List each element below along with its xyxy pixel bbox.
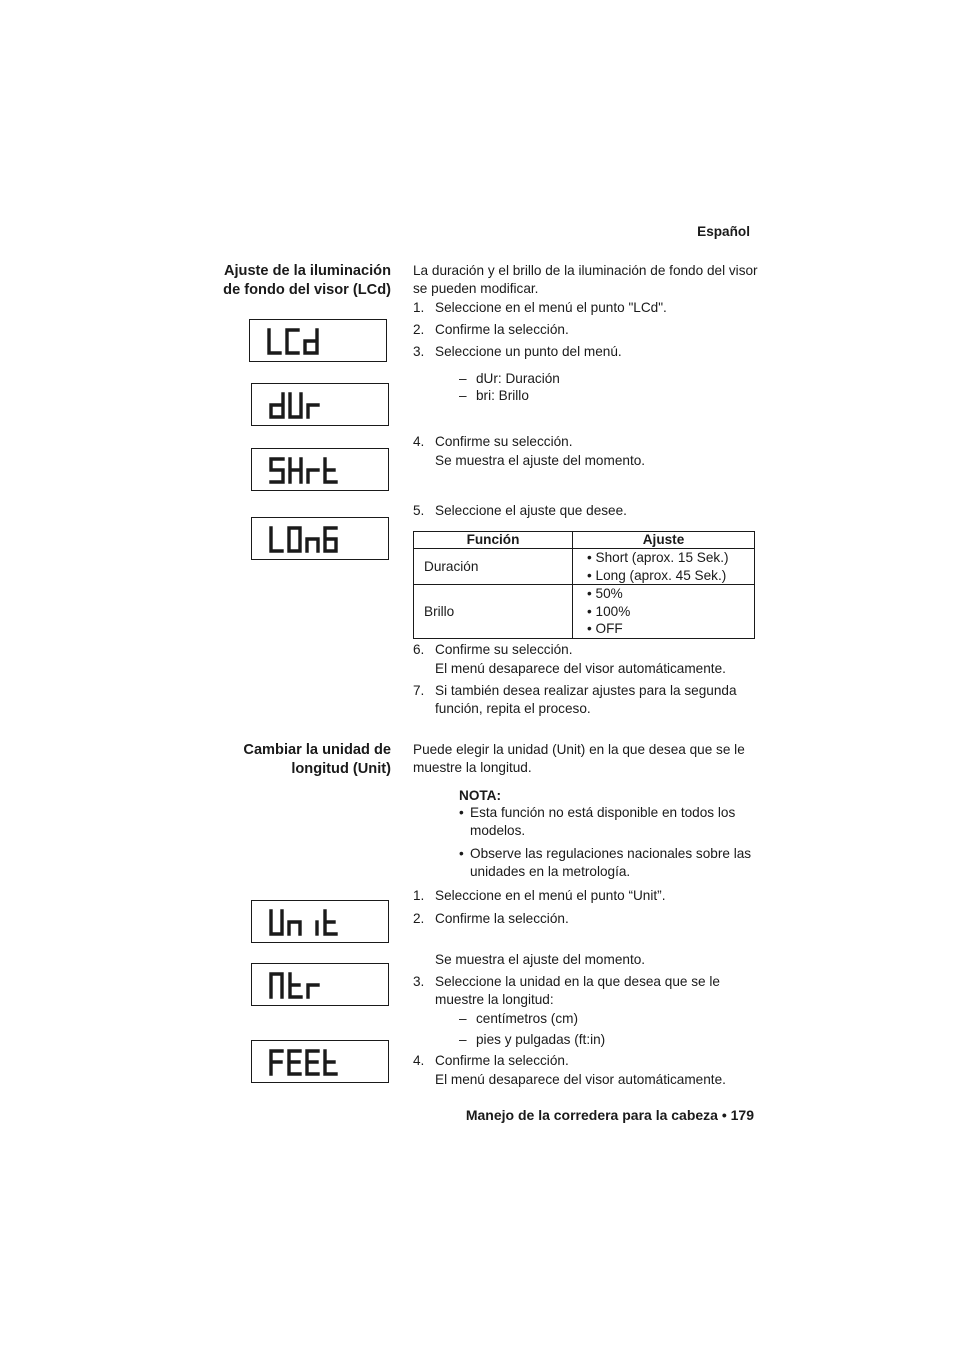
option-text: centímetros (cm) [476,1011,578,1026]
option-text: pies y pulgadas (ft:in) [476,1032,606,1047]
lcd-digits [252,901,388,942]
bullet: • [459,805,464,820]
note-title: NOTA: [459,788,502,803]
table-row [414,549,755,585]
option-text: dUr: Duración [476,371,560,386]
col-header-setting: Ajuste [573,532,755,549]
step-text: Seleccione un punto del menú. [435,344,622,359]
section-heading-unit [161,741,391,779]
language-label: Español [697,224,750,239]
dash: – [459,388,467,403]
setting-option: • OFF [587,621,623,636]
step-number: 5. [413,503,425,518]
table-cell-function: Duración [414,549,573,585]
heading-line: Ajuste de la iluminación [223,263,391,279]
heading-line: Cambiar la unidad de [243,742,391,758]
step-text: Seleccione en el menú el punto "LCd". [435,300,667,315]
table-row [414,585,755,639]
lcd-display-dur [251,383,389,426]
heading-line: de fondo del visor (LCd) [223,282,391,298]
step-sub: El menú desaparece del visor automáticamente. [435,661,726,676]
setting-option: • 50% [587,586,623,601]
step-sub: El menú desaparece del visor automáticamente. [435,1072,726,1087]
step-number: 1. [413,300,425,315]
step-sub: Se muestra el ajuste del momento. [435,952,646,967]
lcd-digits [250,320,386,361]
note-text: Esta función no está disponible en todos los modelos. [470,805,736,838]
setting-option: • Short (aprox. 15 Sek.) [587,550,729,565]
intro-paragraph: La duración y el brillo de la iluminación de fondo del visor se pueden modificar. [413,263,758,296]
option-text: bri: Brillo [476,388,529,403]
col-header-function: Función [414,532,573,549]
step-text: Confirme la selección. [435,911,569,926]
step-number: 6. [413,642,425,657]
lcd-digits [252,384,388,425]
table-cell-function: Brillo [414,585,573,639]
table-cell-settings [573,585,755,639]
intro-paragraph: Puede elegir la unidad (Unit) en la que desea que se le muestre la longitud. [413,742,745,775]
page-footer: Manejo de la corredera para la cabeza • 179 [465,1107,754,1123]
lcd-display-feet [251,1040,389,1083]
step-text: Seleccione en el menú el punto “Unit”. [435,888,666,903]
step-number: 4. [413,434,425,449]
lcd-digits [252,1041,388,1082]
lcd-display-mtr [251,963,389,1006]
dash: – [459,371,467,386]
step-text: Seleccione el ajuste que desee. [435,503,627,518]
note-text: Observe las regulaciones nacionales sobre las unidades en la metrología. [470,846,752,879]
bullet: • [459,846,464,861]
lcd-display-lcd [249,319,387,362]
step-text: Confirme la selección. [435,1053,569,1068]
lcd-display-shrt [251,448,389,491]
step-number: 4. [413,1053,425,1068]
step-number: 3. [413,974,425,989]
step-number: 3. [413,344,425,359]
heading-line: longitud (Unit) [291,761,391,777]
step-text: Confirme su selección. [435,642,573,657]
step-text: Si también desea realizar ajustes para la segunda función, repita el proceso. [435,683,737,716]
table-cell-settings [573,549,755,585]
lcd-display-long [251,517,389,560]
setting-option: • 100% [587,603,631,619]
step-text: Confirme la selección. [435,322,569,337]
step-number: 1. [413,888,425,903]
settings-table [413,531,755,639]
step-number: 2. [413,911,425,926]
lcd-display-unit [251,900,389,943]
dash: – [459,1011,467,1026]
step-text: Seleccione la unidad en la que desea que se le muestre la longitud: [435,974,720,1007]
dash: – [459,1032,467,1047]
table-header-row [414,532,755,549]
step-text: Confirme su selección. [435,434,573,449]
lcd-digits [252,449,388,490]
section-heading-lcd [161,262,391,300]
lcd-digits [252,518,388,559]
step-number: 2. [413,322,425,337]
step-number: 7. [413,683,425,698]
step-sub: Se muestra el ajuste del momento. [435,453,646,468]
lcd-digits [252,964,388,1005]
setting-option: • Long (aprox. 45 Sek.) [587,567,727,583]
